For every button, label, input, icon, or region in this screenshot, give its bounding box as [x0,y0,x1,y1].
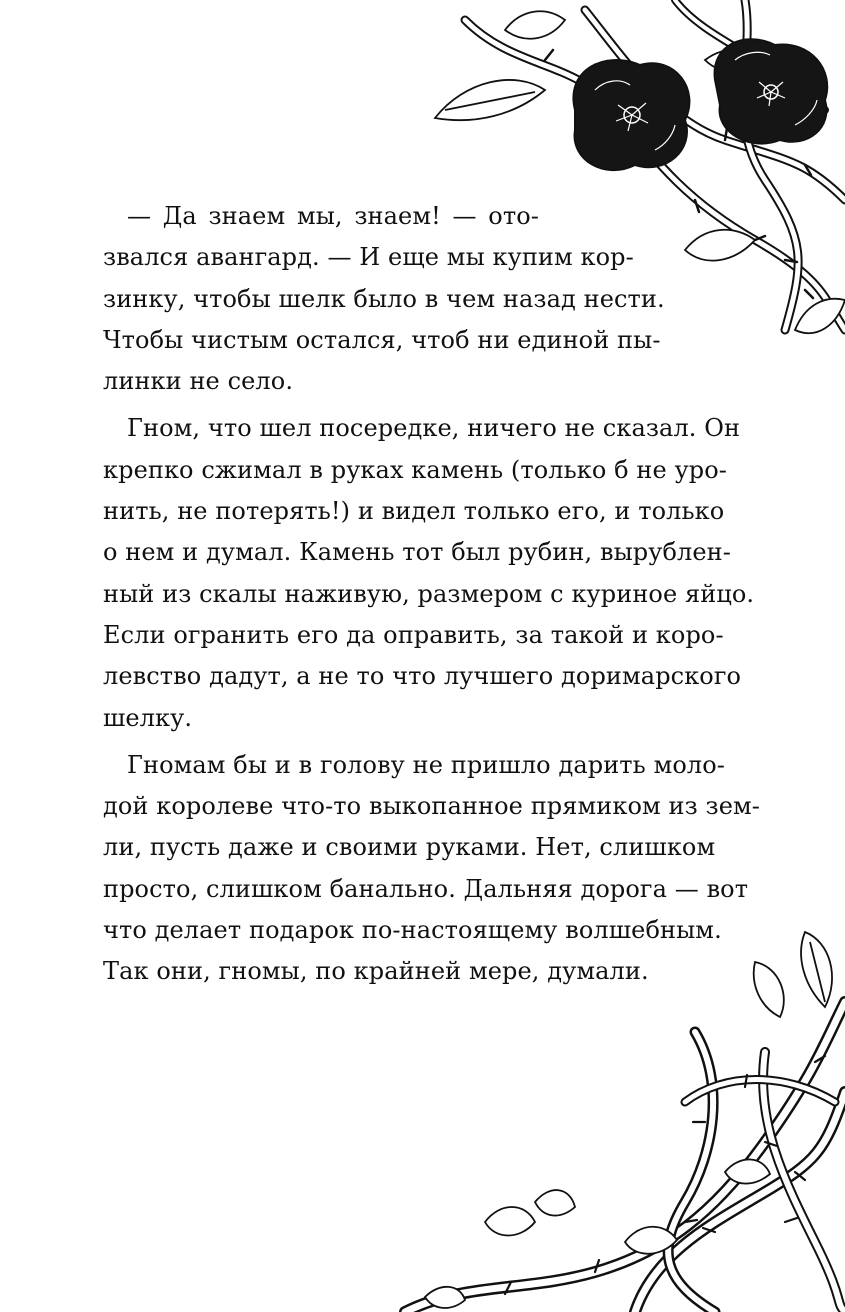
body-text [103,196,761,993]
text-line: крепко сжимал в руках камень (только б не уро- [103,455,728,484]
text-line: — Да знаем мы, знаем! — ото- [127,202,539,230]
text-line: что делает подарок по-настоящему волшебным. [103,916,722,945]
text-line: Чтобы чистым остался, чтоб ни единой пы- [103,325,661,354]
text-line: звался авангард. — И еще мы купим кор- [103,243,634,272]
text-line: Так они, гномы, по крайней мере, думали. [103,957,649,986]
text-line: о нем и думал. Камень тот был рубин, вырублен- [103,538,731,567]
text-line: Если огранить его да оправить, за такой и коро- [103,620,724,649]
text-line: нить, не потерять!) и видел только его, и только [103,497,725,526]
text-line: зинку, чтобы шелк было в чем назад нести. [103,284,665,313]
text-line: левство дадут, а не то что лучшего доримарского [103,662,742,691]
text-line: просто, слишком банально. Дальняя дорога — вот [103,874,749,903]
text-line: линки не село. [103,367,294,396]
text-line: Гномам бы и в голову не пришло дарить моло- [127,750,725,779]
text-line: Гном, что шел посередке, ничего не сказал. Он [127,414,741,443]
text-line: шелку. [103,703,193,732]
text-line: ный из скалы наживую, размером с куриное яйцо. [103,579,755,608]
text-line: дой королеве что-то выкопанное прямиком из зем- [103,792,761,821]
text-line: ли, пусть даже и своими руками. Нет, слишком [103,833,716,862]
